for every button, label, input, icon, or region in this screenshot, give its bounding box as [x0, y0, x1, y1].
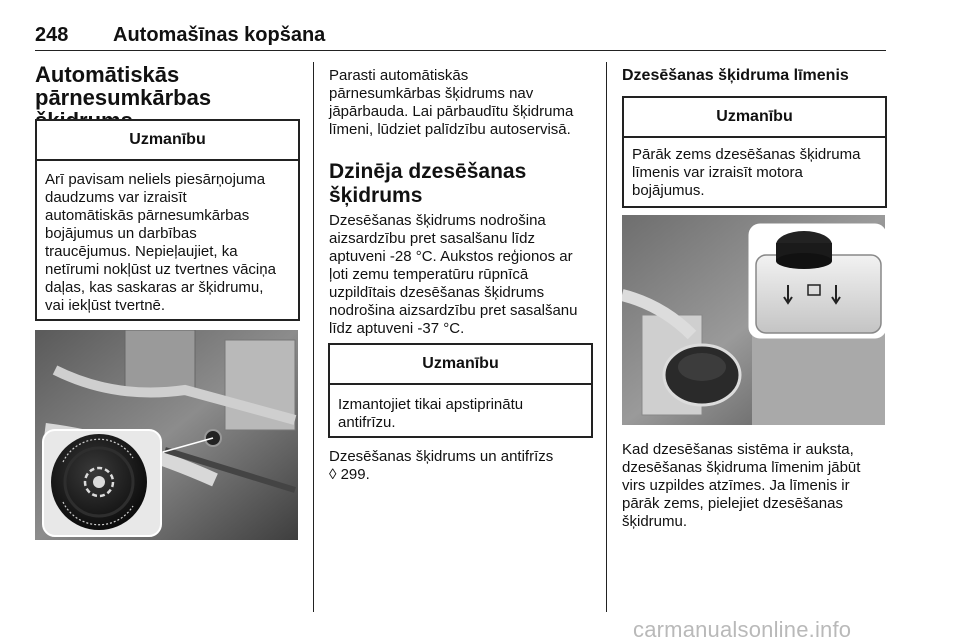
- caution-title: Uzmanību: [624, 98, 885, 138]
- reference-arrow-icon: ◊: [329, 466, 337, 483]
- text-line: līdz aptuveni -37 °C.: [329, 320, 465, 337]
- text-line: pārnesumkārbas šķidrums nav: [329, 85, 534, 102]
- text-line: Dzesēšanas šķidrums nodrošina: [329, 212, 546, 229]
- text-line: līmeni, lūdziet palīdzību autoservisā.: [329, 121, 571, 138]
- heading-line: pārnesumkārbas: [35, 85, 212, 110]
- text-line: automātiskās pārnesumkārbas: [45, 207, 250, 224]
- engine-coolant-heading: [329, 160, 599, 208]
- text-line: daļas, kas saskaras ar šķidrumu,: [45, 279, 264, 296]
- text-line: ļoti zemu temperatūru rūpnīcā: [329, 266, 529, 283]
- coolant-level-heading: Dzesēšanas šķidruma līmenis: [622, 67, 849, 84]
- text-line: aptuveni -28 °C. Aukstos reģionos ar: [329, 248, 573, 265]
- transmission-cap-photo: [35, 330, 298, 540]
- reference-text: Dzesēšanas šķidrums un antifrīzs: [329, 448, 554, 465]
- cross-reference: [329, 448, 604, 484]
- caution-text: [330, 385, 591, 432]
- text-line: Pārāk zems dzesēšanas šķidruma: [632, 146, 861, 163]
- intro-paragraph: [329, 67, 599, 139]
- text-line: aizsardzību pret sasalšanu līdz: [329, 230, 535, 247]
- text-line: traucējumus. Nepieļaujiet, ka: [45, 243, 238, 260]
- text-line: Izmantojiet tikai apstiprinātu: [338, 396, 524, 413]
- caution-title: Uzmanību: [330, 345, 591, 385]
- text-line: jāpārbauda. Lai pārbaudītu šķidruma: [329, 103, 574, 120]
- text-line: daudzums var izraisīt: [45, 189, 187, 206]
- text-line: pārāk zems, pielejiet dzesēšanas: [622, 495, 843, 512]
- text-line: antifrīzu.: [338, 414, 396, 431]
- coolant-level-paragraph: [622, 441, 887, 531]
- text-line: Kad dzesēšanas sistēma ir auksta,: [622, 441, 854, 458]
- text-line: bojājumus un darbības: [45, 225, 197, 242]
- coolant-paragraph: [329, 212, 604, 338]
- text-line: šķidrumu.: [622, 513, 688, 530]
- column-divider-2: [606, 62, 607, 612]
- text-line: netīrumi nokļūst uz tvertnes vāciņa: [45, 261, 276, 278]
- text-line: dzesēšanas šķidruma līmenim jābūt: [622, 459, 861, 476]
- text-line: vai iekļūst tvertnē.: [45, 297, 166, 314]
- section-title: Automašīnas kopšana: [113, 24, 326, 46]
- text-line: uzpildītais dzesēšanas šķidrums: [329, 284, 545, 301]
- text-line: virs uzpildes atzīmes. Ja līmenis ir: [622, 477, 850, 494]
- column-divider-1: [313, 62, 314, 612]
- heading-line: Automātiskās: [35, 62, 180, 87]
- text-line: Parasti automātiskās: [329, 67, 469, 84]
- header-rule: [35, 50, 886, 51]
- caution-text: [37, 161, 298, 315]
- text-line: līmenis var izraisīt motora: [632, 164, 803, 181]
- reference-page-number[interactable]: 299.: [340, 466, 370, 483]
- page-number: 248: [35, 24, 69, 46]
- text-line: bojājumus.: [632, 182, 705, 199]
- coolant-reservoir-photo: [622, 215, 885, 425]
- reference-page-line[interactable]: [329, 466, 604, 484]
- caution-box-antifreeze: [328, 343, 593, 438]
- text-line: Arī pavisam neliels piesārņojuma: [45, 171, 266, 188]
- caution-box-transmission: [35, 119, 300, 321]
- text-line: nodrošina aizsardzību pret sasalšanu: [329, 302, 578, 319]
- caution-text: [624, 138, 885, 200]
- heading-line: šķidrums: [329, 184, 423, 207]
- caution-title: Uzmanību: [37, 121, 298, 161]
- watermark: carmanualsonline.info: [633, 617, 852, 642]
- heading-line: Dzinēja dzesēšanas: [329, 160, 527, 183]
- caution-box-coolant-level: [622, 96, 887, 208]
